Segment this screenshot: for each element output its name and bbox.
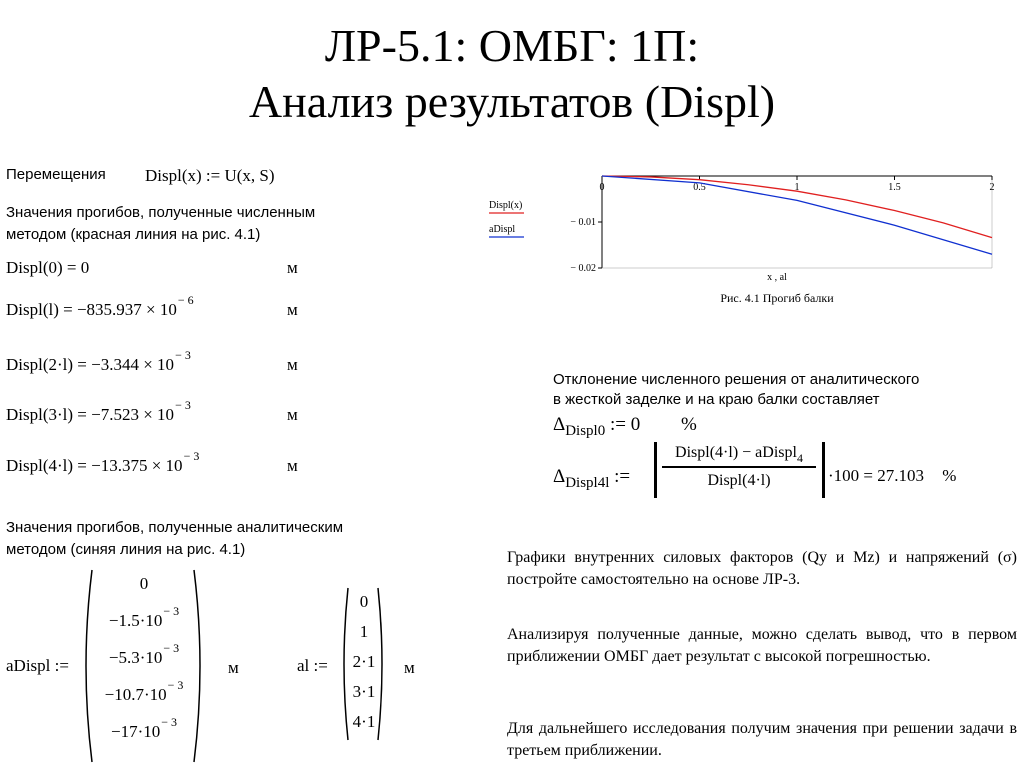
- x-tick-label: 1.5: [888, 182, 901, 193]
- al-entry: 0: [359, 592, 369, 611]
- value-lhs: Displ(l) = −835.937 × 10: [6, 300, 177, 319]
- deviation-fraction: [662, 444, 816, 490]
- adispl-entry: $-5.3\cdot 10^{- 3}$: [108, 641, 180, 667]
- slide-title: [0, 18, 1024, 130]
- value-unit: м: [287, 258, 298, 277]
- numeric-header-line-1: Значения прогибов, полученные численным: [6, 204, 316, 221]
- legend-label: Displ(x): [489, 200, 523, 211]
- adispl-label: aDispl :=: [6, 656, 69, 675]
- chart-legend: [489, 200, 524, 237]
- fraction-line: [662, 466, 816, 468]
- value-unit: м: [287, 355, 298, 374]
- value-unit: м: [287, 456, 298, 475]
- al-entry: 2·1: [352, 652, 376, 671]
- y-tick-label: − 0.01: [570, 217, 596, 228]
- adispl-entry: $-1.5\cdot 10^{- 3}$: [108, 604, 180, 630]
- deviation-header: [553, 370, 919, 410]
- analytic-header-line-1: Значения прогибов, полученные аналитическим: [6, 519, 344, 536]
- chart-caption: Рис. 4.1 Прогиб балки: [720, 291, 834, 305]
- deviation-header-line-2: в жесткой заделке и на краю балки составляет: [553, 391, 880, 408]
- delta-displ4l-value: ·100 = 27.103: [828, 466, 924, 485]
- delta-displ4l-assign: :=: [614, 466, 631, 487]
- adispl-entry: $-17\cdot 10^{- 3}$: [110, 715, 178, 741]
- abs-bar-right: [822, 442, 825, 498]
- delta-symbol: Δ: [553, 414, 566, 435]
- note-paragraph-3: Для дальнейшего исследования получим значения при решении задачи в третьем приближении.: [507, 720, 1017, 759]
- value-exponent: − 3: [183, 449, 200, 463]
- value-lhs: Displ(4·l) = −13.375 × 10: [6, 456, 183, 475]
- value-exponent: − 3: [175, 348, 191, 362]
- deviation-header-line-1: Отклонение численного решения от аналитического: [553, 371, 920, 388]
- note-paragraph-1: Графики внутренних силовых факторов (Qy и Mz) и напряжений (σ) постройте самостоятельно на основе ЛР-3.: [507, 549, 1017, 588]
- analytic-header-line-2: методом (синяя линия на рис. 4.1): [6, 541, 246, 558]
- displ-definition: Displ(x) := U(x, S): [145, 166, 275, 185]
- chart-axes: [570, 176, 994, 274]
- numeric-value-row: [6, 348, 191, 375]
- delta-displ0-subscript: Displ0: [565, 423, 606, 439]
- value-lhs: Displ(2·l) = −3.344 × 10: [6, 355, 175, 374]
- legend-label: aDispl: [489, 224, 516, 235]
- delta-displ0-value: := 0: [609, 414, 641, 435]
- value-lhs: Displ(3·l) = −7.523 × 10: [6, 405, 175, 424]
- adispl-unit: м: [228, 658, 239, 677]
- numeric-value-row: [6, 398, 191, 425]
- delta-symbol-2: Δ: [553, 466, 566, 487]
- displacement-label: Перемещения: [6, 166, 106, 183]
- abs-bar-left: [654, 442, 657, 498]
- al-entry: 3·1: [352, 682, 376, 701]
- al-unit: м: [404, 658, 415, 677]
- deflection-chart: [480, 164, 1020, 314]
- delta-displ0-unit: %: [680, 414, 697, 435]
- numeric-value-row: [6, 258, 89, 278]
- delta-displ4l-lhs: [553, 466, 631, 491]
- al-entry: 4·1: [352, 712, 376, 731]
- fraction-numerator: Displ(4·l) − aDispl$_4$: [675, 444, 803, 465]
- x-tick-label: 0: [599, 182, 605, 193]
- adispl-entry: $-10.7\cdot 10^{- 3}$: [104, 678, 184, 704]
- numeric-header-line-2: методом (красная линия на рис. 4.1): [6, 226, 261, 243]
- delta-displ0-expression: [553, 414, 697, 439]
- delta-displ4l-result: [828, 466, 956, 486]
- title-line-2: Анализ результатов (Displ): [248, 76, 776, 127]
- chart-labels: [720, 272, 834, 305]
- numeric-value-row: [6, 449, 200, 476]
- value-exponent: − 6: [177, 293, 194, 307]
- title-line-1: ЛР-5.1: ОМБГ: 1П:: [324, 20, 700, 71]
- fraction-denominator: Displ(4·l): [707, 471, 771, 489]
- adispl-entry: 0: [139, 574, 149, 593]
- value-unit: м: [287, 405, 298, 424]
- value-exponent: − 3: [175, 398, 191, 412]
- x-tick-label: 0.5: [693, 182, 706, 193]
- value-unit: м: [287, 300, 298, 319]
- x-tick-label: 2: [989, 182, 995, 193]
- al-label: al :=: [297, 656, 328, 675]
- y-tick-label: − 0.02: [570, 263, 596, 274]
- al-entry: 1: [359, 622, 369, 641]
- analytic-header: [6, 517, 343, 561]
- delta-displ4l-subscript: Displ4l: [565, 475, 610, 491]
- value-lhs: Displ(0) = 0: [6, 258, 90, 277]
- delta-displ4l-unit: %: [942, 466, 957, 485]
- x-axis-label: x , al: [767, 272, 787, 283]
- x-tick-label: 1: [794, 182, 800, 193]
- numeric-header: [6, 202, 315, 246]
- note-paragraph-2: Анализируя полученные данные, можно сделать вывод, что в первом приближении ОМБГ дает результат с высокой погрешностью.: [507, 626, 1017, 665]
- numeric-value-row: [6, 293, 194, 320]
